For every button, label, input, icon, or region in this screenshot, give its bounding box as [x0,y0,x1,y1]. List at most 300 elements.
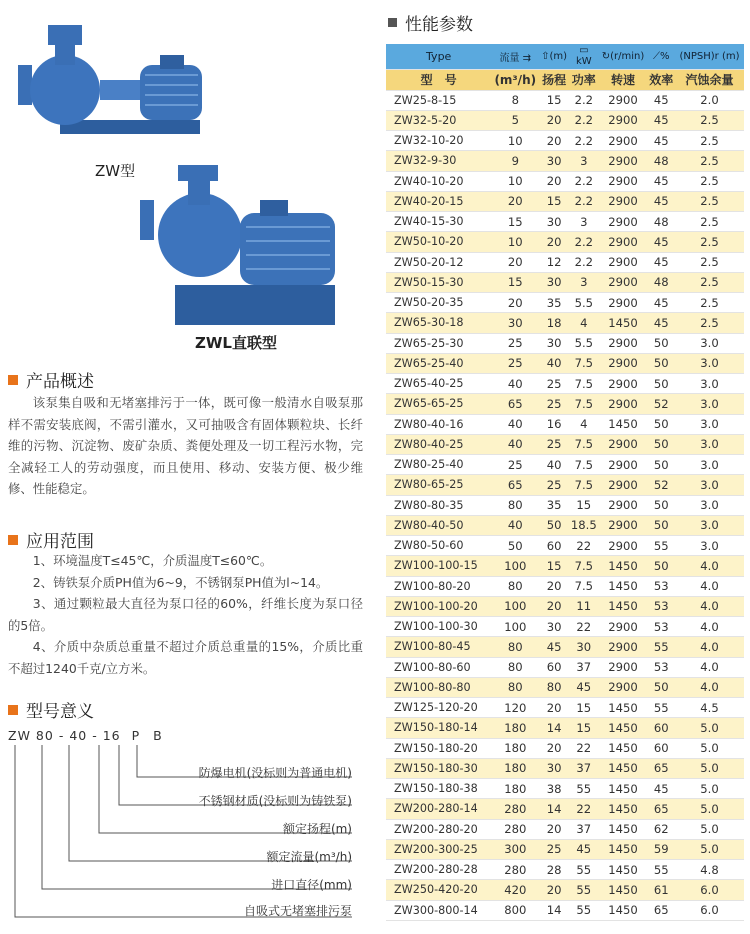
table-cell: 15 [569,698,599,718]
table-cell: 60 [647,718,675,738]
table-row [386,171,744,191]
table-cell: 2900 [599,333,648,353]
table-cell: 6.0 [675,880,744,900]
table-cell: 10 [491,232,539,252]
table-cell: 2.5 [675,232,744,252]
table-cell: ZW80-50-60 [386,536,491,556]
table-cell: 180 [491,779,539,799]
table-cell: 53 [647,657,675,677]
table-cell: 4.0 [675,596,744,616]
table-cell: ZW150-180-14 [386,718,491,738]
table-cell: 3.0 [675,536,744,556]
table-cell: 420 [491,880,539,900]
table-row [386,758,744,778]
table-cell: 1450 [599,576,648,596]
table-cell: 2900 [599,637,648,657]
table-row [386,353,744,373]
table-cell: 2.2 [569,90,599,110]
table-cell: 2900 [599,212,648,232]
table-cell: 2900 [599,374,648,394]
table-cell: 4.0 [675,637,744,657]
header-row-labels [386,69,744,90]
table-cell: 53 [647,617,675,637]
header-npsh: (NPSH)r (m) [675,44,744,69]
table-cell: 61 [647,880,675,900]
flow-arrows-icon: ⇉ [519,52,532,64]
table-cell: 2.0 [675,90,744,110]
table-cell: 55 [647,698,675,718]
table-cell: 5.5 [569,293,599,313]
table-cell: 15 [491,272,539,292]
table-cell: 1450 [599,880,648,900]
header-power [569,44,599,69]
table-cell: 52 [647,475,675,495]
table-row [386,880,744,900]
table-cell: 7.5 [569,475,599,495]
performance-heading [388,10,473,35]
zw-pump-image [10,10,210,160]
table-cell: 2900 [599,252,648,272]
model-part: P [131,728,141,743]
table-cell: 45 [647,252,675,272]
table-cell: 3.0 [675,475,744,495]
gray-square-icon [388,18,397,27]
table-row [386,515,744,535]
table-cell: 30 [539,617,569,637]
table-row [386,374,744,394]
table-cell: ZW200-300-25 [386,839,491,859]
table-cell: 59 [647,839,675,859]
table-cell: 16 [539,414,569,434]
table-cell: 1450 [599,596,648,616]
table-cell: 80 [491,495,539,515]
table-cell: ZW125-120-20 [386,698,491,718]
table-cell: ZW40-10-20 [386,171,491,191]
model-meaning: 进口直径(mm) [271,878,352,892]
scope-item: 2、铸铁泵介质PH值为6~9，不锈钢泵PH值为l~14。 [32,574,329,590]
table-cell: 60 [539,657,569,677]
table-cell: 1450 [599,758,648,778]
table-cell: 2.5 [675,212,744,232]
table-cell: ZW65-25-40 [386,353,491,373]
table-cell: ZW32-10-20 [386,131,491,151]
model-part: 80 [35,728,54,743]
label-flow: (m³/h) [491,69,539,90]
table-cell: 100 [491,556,539,576]
overview-text: 该泵集自吸和无堵塞排污于一体，既可像一般清水自吸泵那样不需安装底阀，不需引灌水，又可抽吸含有固体颗粒块、长纤维的污物、沉淀物、废矿杂质、粪便处理及一切工程污水物，完全减轻工人的劳动强度，而且使用、移动、安装方便、极少维修、性能稳定。 [8,395,363,496]
table-cell: 22 [569,536,599,556]
table-row [386,455,744,475]
table-cell: 2.2 [569,171,599,191]
table-cell: 2900 [599,110,648,130]
table-cell: 7.5 [569,576,599,596]
table-cell: ZW300-800-14 [386,900,491,920]
table-cell: 55 [569,779,599,799]
table-cell: 3.0 [675,515,744,535]
table-cell: ZW100-100-30 [386,617,491,637]
table-cell: 12 [539,252,569,272]
table-cell: 1450 [599,738,648,758]
table-cell: 40 [539,353,569,373]
table-cell: ZW50-20-12 [386,252,491,272]
table-cell: 55 [647,637,675,657]
table-row [386,677,744,697]
table-cell: 65 [491,475,539,495]
table-cell: 2900 [599,90,648,110]
label-npsh: 汽蚀余量 [675,69,744,90]
table-cell: ZW100-100-15 [386,556,491,576]
table-cell: 45 [647,232,675,252]
model-part: - [92,728,98,743]
table-cell: 65 [647,900,675,920]
table-cell: 55 [647,536,675,556]
table-cell: ZW50-20-35 [386,293,491,313]
table-cell: 1450 [599,779,648,799]
table-cell: 7.5 [569,455,599,475]
table-cell: ZW80-40-25 [386,434,491,454]
table-cell: ZW65-25-30 [386,333,491,353]
overview-title: 产品概述 [26,372,94,392]
table-row [386,414,744,434]
table-row [386,657,744,677]
table-cell: ZW40-15-30 [386,212,491,232]
table-cell: 1450 [599,313,648,333]
table-cell: 5 [491,110,539,130]
table-cell: 48 [647,212,675,232]
table-cell: 2900 [599,455,648,475]
table-cell: ZW65-30-18 [386,313,491,333]
table-cell: 18.5 [569,515,599,535]
table-row [386,212,744,232]
table-cell: ZW80-65-25 [386,475,491,495]
table-row [386,596,744,616]
table-cell: 1450 [599,900,648,920]
model-part: - [58,728,65,743]
table-cell: 4.0 [675,657,744,677]
table-cell: 40 [491,434,539,454]
table-cell: 40 [491,374,539,394]
table-cell: 4.0 [675,556,744,576]
table-cell: 20 [539,131,569,151]
table-cell: 20 [539,171,569,191]
table-cell: 5.0 [675,738,744,758]
table-cell: 3.0 [675,394,744,414]
table-cell: 3.0 [675,414,744,434]
rotation-icon: ↻ [601,50,611,62]
table-row [386,860,744,880]
table-cell: 80 [539,677,569,697]
table-cell: 45 [569,839,599,859]
table-cell: 1450 [599,556,648,576]
table-row [386,475,744,495]
table-cell: 40 [491,515,539,535]
table-cell: 4 [569,313,599,333]
scope-heading [8,527,94,552]
table-cell: 14 [539,799,569,819]
table-cell: 180 [491,718,539,738]
table-cell: 30 [491,313,539,333]
label-speed: 转速 [599,69,648,90]
table-cell: 4.0 [675,677,744,697]
table-cell: 45 [569,677,599,697]
table-cell: 2900 [599,617,648,637]
table-cell: 65 [647,758,675,778]
orange-square-icon [8,705,18,715]
scope-list [8,550,363,679]
label-power: 功率 [569,69,599,90]
table-row [386,272,744,292]
table-cell: 80 [491,576,539,596]
table-cell: 280 [491,819,539,839]
table-cell: ZW250-420-20 [386,880,491,900]
table-cell: ZW80-25-40 [386,455,491,475]
table-cell: 2900 [599,293,648,313]
table-cell: 20 [539,698,569,718]
table-cell: 15 [491,212,539,232]
table-row [386,131,744,151]
table-cell: 25 [491,333,539,353]
table-cell: 60 [647,738,675,758]
table-cell: 2900 [599,272,648,292]
table-cell: ZW100-80-45 [386,637,491,657]
table-cell: 1450 [599,718,648,738]
table-cell: 7.5 [569,556,599,576]
table-row [386,819,744,839]
table-cell: ZW80-40-50 [386,515,491,535]
table-cell: 60 [539,536,569,556]
table-cell: ZW150-180-30 [386,758,491,778]
table-cell: 2.5 [675,131,744,151]
table-row [386,839,744,859]
table-cell: ZW50-15-30 [386,272,491,292]
table-row [386,333,744,353]
model-heading [8,697,94,722]
header-row-icons [386,44,744,69]
table-row [386,151,744,171]
table-cell: 50 [647,333,675,353]
table-cell: 20 [491,191,539,211]
overview-heading [8,367,94,392]
table-cell: 20 [491,293,539,313]
table-cell: ZW65-65-25 [386,394,491,414]
head-unit: (m) [549,50,568,62]
table-cell: 2.5 [675,272,744,292]
model-part: B [153,728,163,743]
model-meaning: 不锈钢材质(没标则为铸铁泵) [198,794,352,808]
table-cell: ZW150-180-38 [386,779,491,799]
table-cell: 9 [491,151,539,171]
table-cell: 25 [491,353,539,373]
table-cell: 48 [647,272,675,292]
header-head [539,44,569,69]
model-meaning: 防爆电机(没标则为普通电机) [198,766,352,780]
zw-caption: ZW型 [95,162,136,180]
table-row [386,110,744,130]
table-cell: 45 [647,313,675,333]
table-cell: 55 [569,880,599,900]
header-type: Type [386,44,491,69]
table-row [386,718,744,738]
table-cell: 6.0 [675,900,744,920]
table-row [386,738,744,758]
table-cell: 1450 [599,414,648,434]
table-cell: 50 [647,434,675,454]
table-cell: 7.5 [569,374,599,394]
table-cell: 2900 [599,232,648,252]
table-cell: 80 [491,657,539,677]
table-cell: 180 [491,758,539,778]
table-cell: ZW80-40-16 [386,414,491,434]
table-cell: 25 [539,434,569,454]
performance-title: 性能参数 [405,15,473,35]
table-cell: 15 [539,90,569,110]
model-part: 40 [69,728,88,743]
table-cell: 30 [539,333,569,353]
table-cell: 2900 [599,677,648,697]
table-cell: 18 [539,313,569,333]
model-meaning: 额定扬程(m) [282,822,352,836]
table-cell: 15 [539,191,569,211]
table-cell: 25 [539,374,569,394]
table-cell: 25 [491,455,539,475]
table-cell: 20 [539,110,569,130]
flow-label: 流量 [499,52,520,64]
table-cell: 3.0 [675,495,744,515]
table-cell: 55 [569,860,599,880]
table-cell: 4.0 [675,576,744,596]
table-cell: 3.0 [675,455,744,475]
zwl-caption: ZWL直联型 [195,334,277,352]
table-cell: 11 [569,596,599,616]
table-cell: 50 [647,556,675,576]
model-meaning: 自吸式无堵塞排污泵 [243,904,352,918]
table-cell: 3.0 [675,353,744,373]
table-cell: 40 [491,414,539,434]
header-flow [491,44,539,69]
table-cell: 800 [491,900,539,920]
table-cell: 2900 [599,657,648,677]
table-cell: 5.0 [675,799,744,819]
table-cell: 7.5 [569,434,599,454]
table-cell: ZW200-280-14 [386,799,491,819]
table-cell: 2.5 [675,151,744,171]
table-cell: 55 [647,860,675,880]
table-cell: 55 [569,900,599,920]
table-cell: 52 [647,394,675,414]
table-cell: 3.0 [675,374,744,394]
table-cell: ZW50-10-20 [386,232,491,252]
table-cell: ZW25-8-15 [386,90,491,110]
table-cell: 48 [647,151,675,171]
head-arrow-icon: ⇧ [541,50,550,62]
table-cell: 20 [539,738,569,758]
left-column [0,0,372,934]
table-row [386,252,744,272]
table-cell: 280 [491,799,539,819]
table-cell: 30 [539,758,569,778]
table-cell: ZW150-180-20 [386,738,491,758]
table-cell: 5.0 [675,779,744,799]
table-cell: ZW100-80-60 [386,657,491,677]
table-cell: 22 [569,738,599,758]
table-cell: 2900 [599,495,648,515]
table-cell: ZW100-80-20 [386,576,491,596]
table-row [386,576,744,596]
performance-table [386,44,744,921]
table-row [386,232,744,252]
label-head: 扬程 [539,69,569,90]
table-cell: 45 [647,131,675,151]
orange-square-icon [8,535,18,545]
table-cell: 2900 [599,191,648,211]
model-part: ZW [8,728,31,743]
table-cell: 300 [491,839,539,859]
table-cell: 2900 [599,394,648,414]
table-cell: 80 [491,637,539,657]
table-cell: ZW80-80-35 [386,495,491,515]
table-cell: 4 [569,414,599,434]
scope-title: 应用范围 [26,532,94,552]
table-cell: 2.2 [569,131,599,151]
table-cell: 50 [647,495,675,515]
table-row [386,394,744,414]
table-cell: 50 [647,374,675,394]
table-row [386,637,744,657]
table-cell: 280 [491,860,539,880]
table-cell: ZW100-80-80 [386,677,491,697]
table-cell: 2.2 [569,252,599,272]
table-cell: 3 [569,151,599,171]
table-cell: 2900 [599,434,648,454]
model-part: 16 [102,728,121,743]
zwl-pump-image [140,165,340,335]
table-cell: 2900 [599,536,648,556]
scope-item: 4、介质中杂质总重量不超过介质总重量的15%，介质比重不超过1240千克/立方米。 [8,639,363,676]
table-cell: 1450 [599,839,648,859]
table-cell: 1450 [599,860,648,880]
table-cell: 10 [491,131,539,151]
table-cell: 62 [647,819,675,839]
table-cell: 28 [539,860,569,880]
table-cell: 45 [539,637,569,657]
header-efficiency [647,44,675,69]
performance-table-body [386,90,744,920]
efficiency-unit: % [659,50,670,62]
table-cell: 65 [491,394,539,414]
table-cell: 20 [539,232,569,252]
table-cell: 2.2 [569,232,599,252]
table-cell: 25 [539,475,569,495]
table-cell: 37 [569,657,599,677]
table-cell: 25 [539,394,569,414]
table-cell: 50 [647,677,675,697]
table-row [386,617,744,637]
table-cell: ZW32-9-30 [386,151,491,171]
table-cell: 1450 [599,819,648,839]
efficiency-curve-icon: ⟋ [652,50,660,62]
table-cell: 20 [539,819,569,839]
table-cell: 2.5 [675,110,744,130]
table-cell: 20 [491,252,539,272]
table-cell: 2900 [599,171,648,191]
scope-item: 1、环境温度T≤45℃，介质温度T≤60℃。 [32,553,273,568]
table-cell: 1450 [599,799,648,819]
table-cell: 3 [569,212,599,232]
table-cell: 2900 [599,131,648,151]
table-row [386,90,744,110]
table-cell: 1450 [599,698,648,718]
table-cell: 4.8 [675,860,744,880]
